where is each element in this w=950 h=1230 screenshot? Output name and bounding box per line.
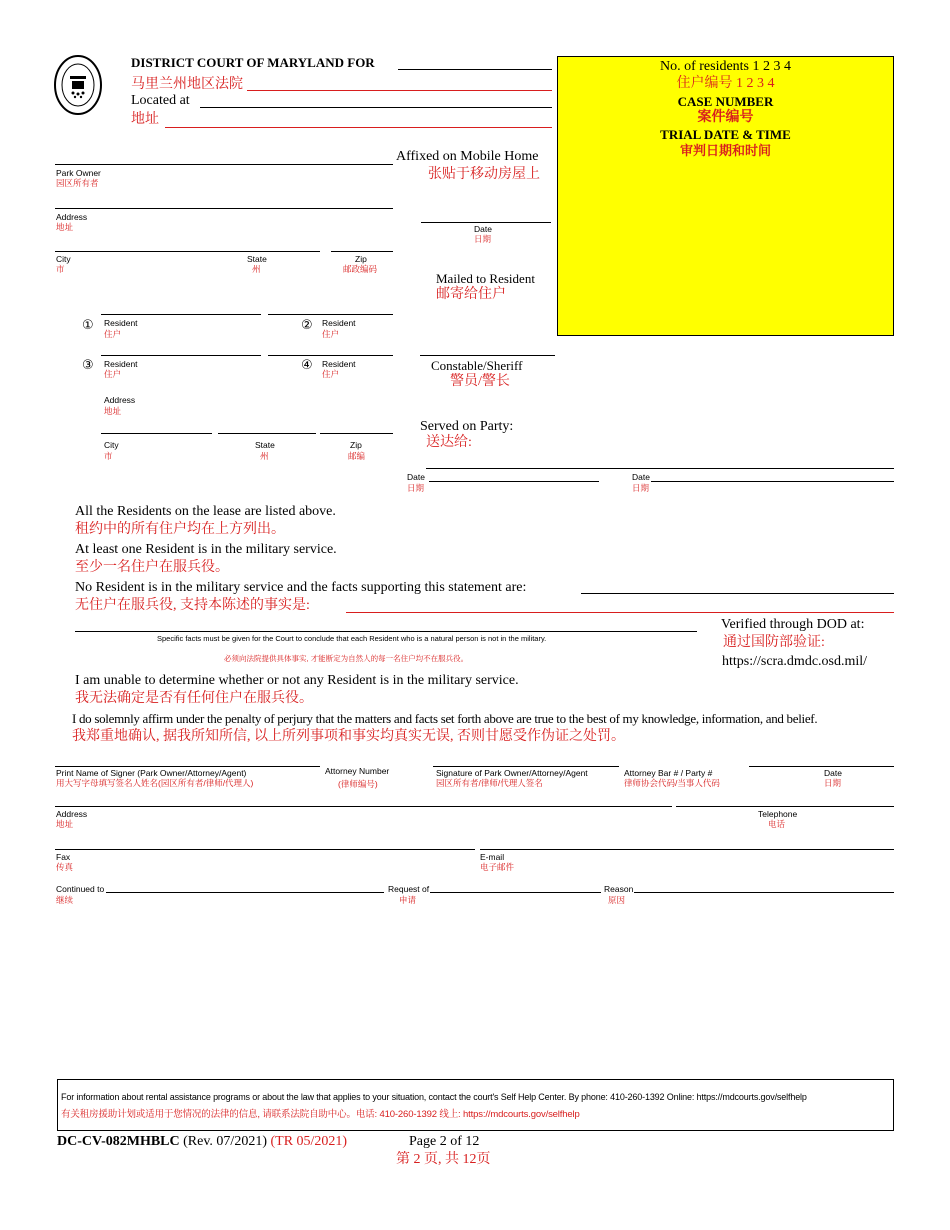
located-label-zh: 地址	[131, 112, 159, 127]
request-label-zh: 申请	[399, 895, 417, 905]
res-state-label-zh: 州	[260, 451, 269, 461]
telephone-label-zh: 电话	[768, 819, 786, 829]
address-label: Address	[56, 212, 88, 222]
served-date-1-label-zh: 日期	[407, 483, 425, 493]
signature-label: Signature of Park Owner/Attorney/Agent	[436, 768, 588, 778]
form-id-line	[57, 1134, 347, 1150]
telephone-label: Telephone	[758, 809, 798, 819]
res-city-label: City	[104, 440, 119, 450]
print-name-label: Print Name of Signer (Park Owner/Attorney/Agent)	[56, 768, 247, 778]
no-military-statement: No Resident is in the military service and the facts supporting this statement are:	[75, 580, 527, 595]
signer-date-label-zh: 日期	[824, 778, 842, 788]
page-number-zh: 第 2 页, 共 12页	[396, 1152, 491, 1167]
constable-label-zh: 警员/警长	[450, 374, 510, 389]
all-residents-statement: All the Residents on the lease are listed above.	[75, 504, 336, 519]
park-owner-label-zh: 园区所有者	[56, 178, 99, 188]
continued-label: Continued to	[56, 884, 105, 894]
city-label: City	[56, 254, 71, 264]
trial-date-label: TRIAL DATE & TIME	[660, 127, 791, 142]
reason-label: Reason	[604, 884, 634, 894]
no-military-statement-zh: 无住户在服兵役, 支持本陈述的事实是:	[75, 598, 310, 613]
self-help-info: For information about rental assistance programs or about the law that applies to your situation, contact the court's Self Help Center. By phone: 410-260-1392 Online: https://mdcourts.gov/selfhelp	[61, 1092, 807, 1102]
reason-label-zh: 原因	[608, 895, 626, 905]
resident-1-number: ①	[82, 318, 94, 333]
one-military-statement-zh: 至少一名住户在服兵役。	[75, 560, 229, 575]
res-zip-label: Zip	[350, 440, 362, 450]
resident-2-number: ②	[301, 318, 313, 333]
date-label: Date	[474, 224, 492, 234]
dod-url[interactable]: https://scra.dmdc.osd.mil/	[722, 654, 868, 669]
one-military-statement: At least one Resident is in the military service.	[75, 542, 337, 557]
signer-address-label: Address	[56, 809, 88, 819]
res-city-label-zh: 市	[104, 451, 113, 461]
res-state-label: State	[255, 440, 275, 450]
affirm-statement: I do solemnly affirm under the penalty of perjury that the matters and facts set forth above are true to the best of my knowledge, information, and belief.	[72, 711, 818, 726]
zip-label-zh: 邮政编码	[343, 264, 378, 274]
served-date-1-label: Date	[407, 472, 425, 482]
self-help-info-zh: 有关租房援助计划或适用于您情况的法律的信息, 请联系法院自助中心。电话: 410-260-1392 线上: https://mdcourts.gov/selfhelp	[61, 1109, 580, 1120]
residents-count-zh: 住户编号 1 2 3 4	[676, 76, 775, 91]
affixed-label-zh: 张贴于移动房屋上	[428, 167, 540, 182]
form-id: DC-CV-082MHBLC	[57, 1134, 180, 1149]
verified-label: Verified through DOD at:	[721, 617, 865, 632]
email-label-zh: 电子邮件	[480, 862, 515, 872]
court-title-zh: 马里兰州地区法院	[131, 77, 243, 92]
address-label-zh: 地址	[56, 222, 74, 232]
court-title: DISTRICT COURT OF MARYLAND FOR	[131, 55, 375, 70]
served-label: Served on Party:	[420, 419, 514, 434]
form-translation-revision: (TR 05/2021)	[270, 1134, 348, 1149]
signer-date-label: Date	[824, 768, 842, 778]
continued-label-zh: 继续	[56, 895, 74, 905]
facts-note-zh: 必须向法院提供具体事实, 才能断定为自然人的每一名住户均不在服兵役。	[224, 654, 469, 663]
print-name-label-zh: 用大写字母填写签名人姓名(园区所有者/律师/代理人)	[56, 778, 254, 788]
resident-3-number: ③	[82, 358, 94, 373]
signer-address-label-zh: 地址	[56, 819, 74, 829]
served-date-2-label-zh: 日期	[632, 483, 650, 493]
case-number-label-zh: 案件编号	[697, 110, 754, 125]
trial-date-label-zh: 审判日期和时间	[679, 143, 771, 158]
zip-label: Zip	[355, 254, 367, 264]
mailed-label-zh: 邮寄给住户	[436, 287, 506, 302]
resident-3-label-zh: 住户	[104, 369, 122, 379]
state-label: State	[247, 254, 267, 264]
resident-1-label-zh: 住户	[104, 329, 122, 339]
case-number-label: CASE NUMBER	[677, 94, 774, 109]
email-label: E-mail	[480, 852, 505, 862]
res-zip-label-zh: 邮编	[348, 451, 366, 461]
resident-4-number: ④	[301, 358, 313, 373]
bar-number-label-zh: 律师协会代码/当事人代码	[624, 778, 720, 788]
res-address-label-zh: 地址	[104, 406, 122, 416]
unable-statement: I am unable to determine whether or not any Resident is in the military service.	[75, 673, 519, 688]
unable-statement-zh: 我无法确定是否有任何住户在服兵役。	[75, 691, 313, 706]
resident-4-label-zh: 住户	[322, 369, 340, 379]
signature-label-zh: 园区所有者/律师/代理人签名	[436, 778, 543, 788]
attorney-number-label-zh: (律师编号)	[338, 779, 378, 789]
case-info-box	[557, 56, 894, 336]
facts-note: Specific facts must be given for the Court to conclude that each Resident who is a natural person is not in the military.	[157, 634, 547, 643]
fax-label-zh: 传真	[56, 862, 74, 872]
page-number: Page 2 of 12	[409, 1134, 480, 1149]
date-label-zh: 日期	[474, 234, 492, 244]
resident-2-label-zh: 住户	[322, 329, 340, 339]
located-label: Located at	[131, 93, 190, 108]
bar-number-label: Attorney Bar # / Party #	[624, 768, 713, 778]
attorney-number-label: Attorney Number	[325, 766, 390, 776]
served-date-2-label: Date	[632, 472, 650, 482]
city-label-zh: 市	[56, 264, 65, 274]
resident-2-label: Resident	[322, 318, 356, 328]
resident-1-label: Resident	[104, 318, 138, 328]
verified-label-zh: 通过国防部验证:	[723, 635, 825, 650]
state-label-zh: 州	[252, 264, 261, 274]
court-seal	[53, 54, 103, 116]
res-address-label: Address	[104, 395, 136, 405]
served-label-zh: 送达给:	[426, 435, 472, 450]
all-residents-statement-zh: 租约中的所有住户均在上方列出。	[75, 522, 285, 537]
fax-label: Fax	[56, 852, 71, 862]
mailed-label: Mailed to Resident	[436, 271, 535, 286]
affixed-label: Affixed on Mobile Home	[396, 149, 539, 164]
resident-3-label: Resident	[104, 359, 138, 369]
affirm-statement-zh: 我郑重地确认, 据我所知所信, 以上所列事项和事实均真实无误, 否则甘愿受作伪证之处罚。	[72, 729, 625, 744]
residents-count: No. of residents 1 2 3 4	[659, 59, 792, 74]
self-help-info-box	[57, 1079, 894, 1131]
resident-4-label: Resident	[322, 359, 356, 369]
constable-label: Constable/Sheriff	[431, 358, 523, 373]
request-label: Request of	[388, 884, 430, 894]
form-revision: (Rev. 07/2021)	[183, 1134, 267, 1149]
park-owner-label: Park Owner	[56, 168, 101, 178]
